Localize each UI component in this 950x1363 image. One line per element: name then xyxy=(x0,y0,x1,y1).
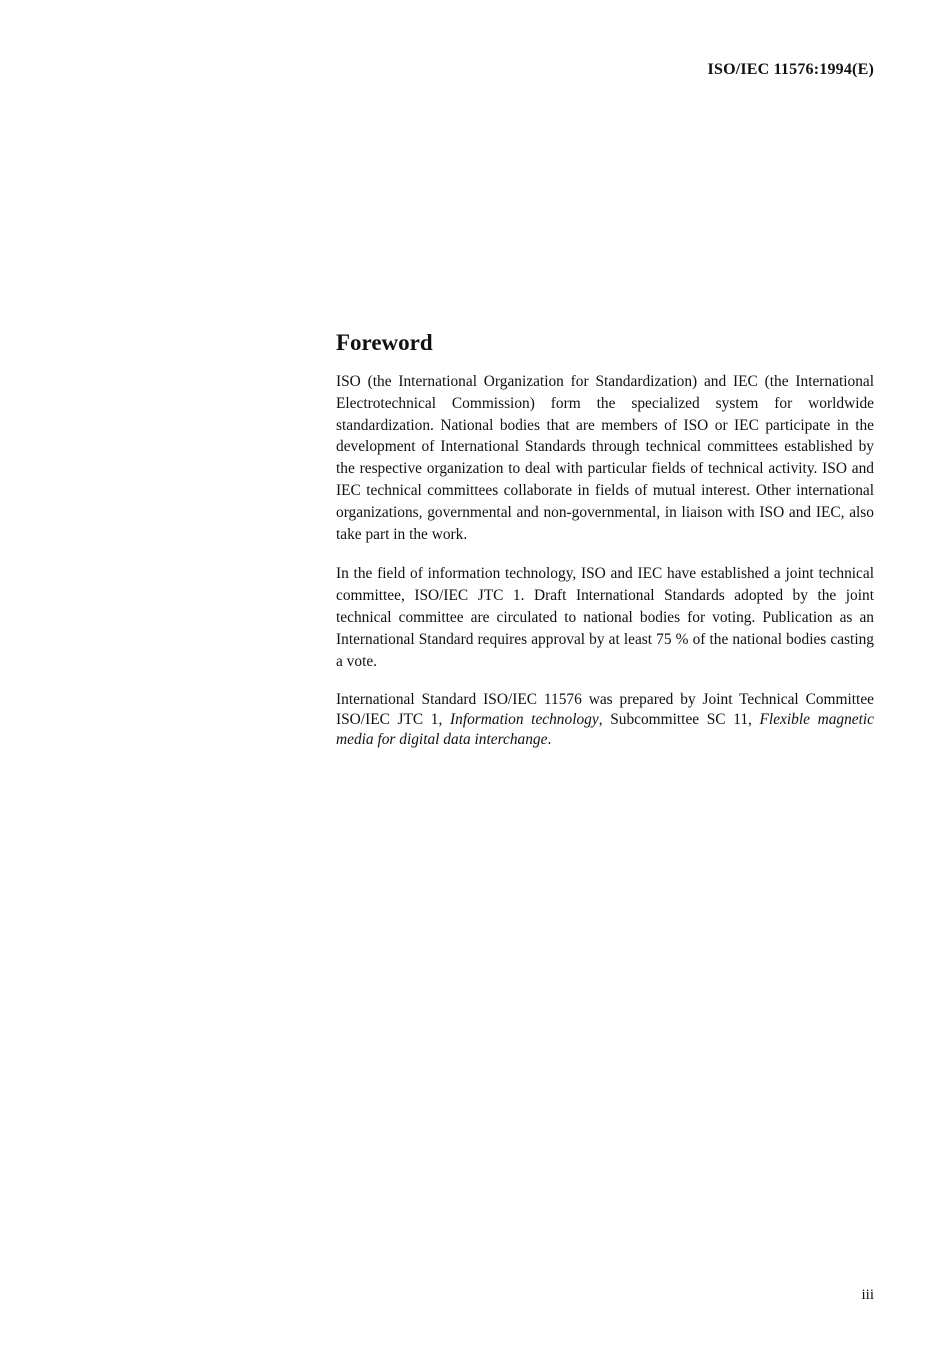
section-title: Foreword xyxy=(336,330,433,355)
preparation-text-1: International Standard ISO/IEC 11576 was prepared by Joint Technical Committee ISO/IEC JTC 1, xyxy=(336,691,874,728)
paragraph-iso-iec-intro: ISO (the International Organization for Standardization) and IEC (the International Electrotechnical Commission) form the specialized system for worldwide standardization. National bodies that are members of ISO or IEC participate in the development of International Standards through technical committees established by the respective organization to deal with particular fields of technical activity. ISO and IEC technical committees collaborate in fields of mutual interest. Other international organizations, governmental and non-governmental, in liaison with ISO and IEC, also take part in the work. xyxy=(336,373,874,543)
paragraph-jtc1: In the field of information technology, ISO and IEC have established a joint technical committee, ISO/IEC JTC 1. Draft International Standards adopted by the joint technical committee are circulated to national bodies for voting. Publication as an International Standard requires approval by at least 75 % of the national bodies casting a vote. xyxy=(336,565,874,670)
page-number: iii xyxy=(861,1287,874,1303)
foreword-section xyxy=(336,328,874,767)
subcommittee-title: Flexible magnetic media for digital data interchange xyxy=(336,710,875,748)
preparation-text-2: , Subcommittee SC 11, xyxy=(598,710,760,728)
paragraph-preparation xyxy=(336,690,874,749)
committee-title: Information technology xyxy=(450,710,599,728)
preparation-text-3: . xyxy=(547,730,552,748)
document-identifier: ISO/IEC 11576:1994(E) xyxy=(707,61,874,78)
